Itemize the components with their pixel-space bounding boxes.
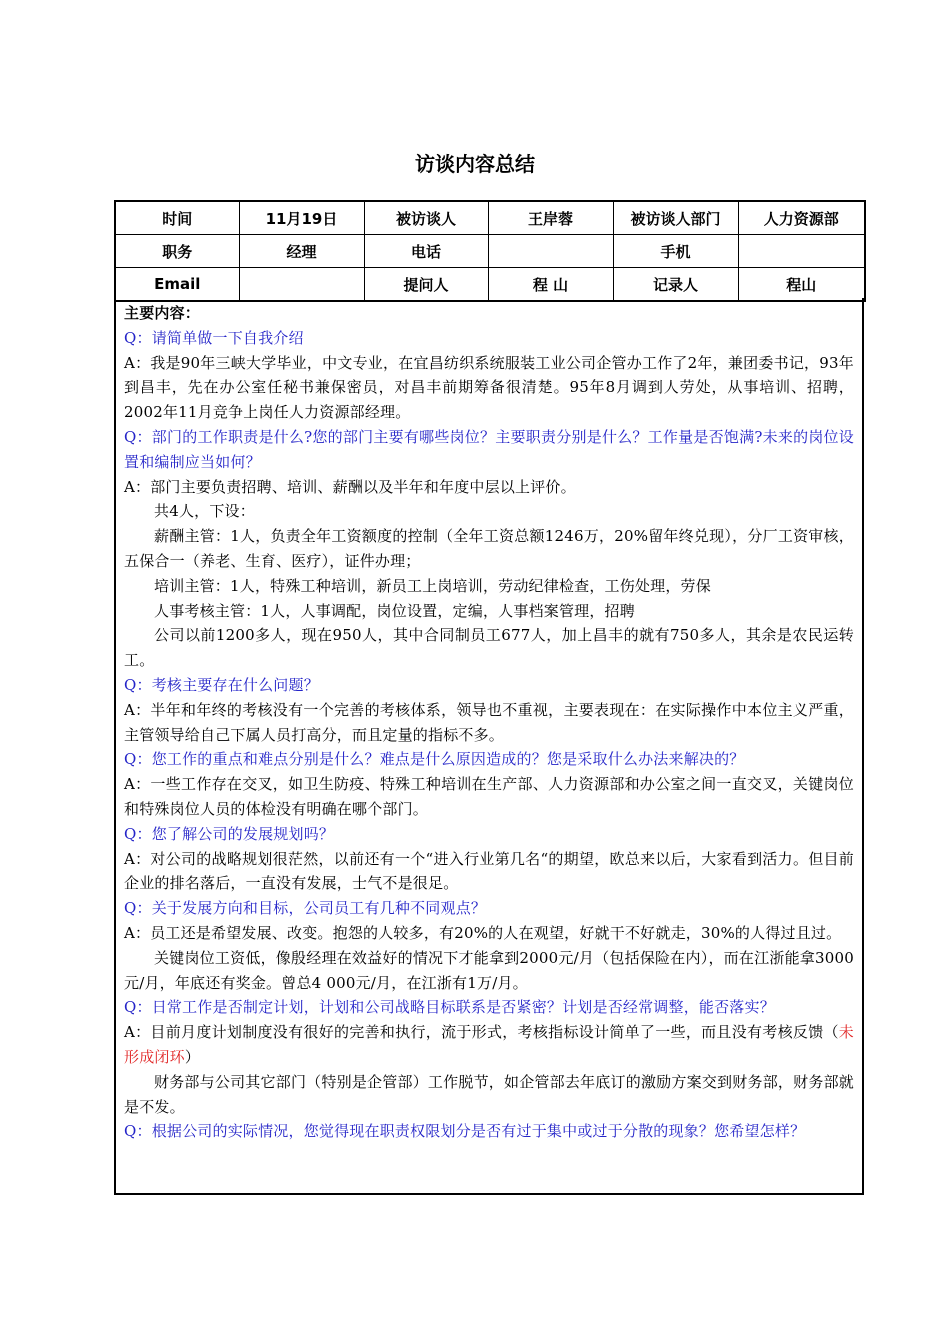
interviewee-value: 王岸蓉 — [488, 201, 613, 235]
question: Q：您工作的重点和难点分别是什么？难点是什么原因造成的？您是采取什么办法来解决的？ — [124, 750, 745, 769]
info-table — [114, 200, 866, 302]
content-heading: 主要内容： — [124, 304, 201, 322]
department-value: 人力资源部 — [738, 201, 865, 235]
paragraph: 关键岗位工资低，像殷经理在效益好的情况下才能拿到2000元/月（包括保险在内），而在江浙能拿3000元/月，年底还有奖金。曾总4 000元/月，在江浙有1万/月。 — [124, 948, 854, 992]
position-label: 职务 — [115, 235, 239, 268]
question: Q：考核主要存在什么问题？ — [124, 675, 319, 694]
question: Q：日常工作是否制定计划，计划和公司战略目标联系是否紧密？计划是否经常调整，能否落实？ — [124, 998, 775, 1017]
paragraph: 培训主管：1人，特殊工种培训，新员工上岗培训，劳动纪律检查，工伤处理，劳保 — [154, 576, 711, 595]
question: Q：请简单做一下自我介绍 — [124, 328, 304, 347]
answer: A：对公司的战略规划很茫然，以前还有一个“进入行业第几名“的期望，欧总来以后，大家看到活力。但目前企业的排名落后，一直没有发展，士气不是很足。 — [124, 849, 854, 893]
highlight-text: 未形成闭环 — [124, 1023, 854, 1066]
email-label: Email — [115, 268, 239, 302]
answer-text: A：目前月度计划制度没有很好的完善和执行，流于形式，考核指标设计简单了一些，而且没有考核反馈（ — [124, 1023, 839, 1042]
main-content — [114, 298, 864, 1195]
answer: A：一些工作存在交叉，如卫生防疫、特殊工种培训在生产部、人力资源部和办公室之间一直交叉，关键岗位和特殊岗位人员的体检没有明确在哪个部门。 — [124, 775, 854, 818]
table-row — [115, 201, 865, 235]
questioner-value: 程 山 — [488, 268, 613, 302]
question: Q：部门的工作职责是什么?您的部门主要有哪些岗位？主要职责分别是什么？工作量是否饱满?未来的岗位设置和编制应当如何？ — [124, 427, 854, 471]
department-label: 被访谈人部门 — [613, 201, 738, 235]
paragraph: 财务部与公司其它部门（特别是企管部）工作脱节，如企管部去年底订的激励方案交到财务部，财务部就是不发。 — [124, 1072, 854, 1116]
answer: A：部门主要负责招聘、培训、薪酬以及半年和年度中层以上评价。 — [124, 477, 576, 496]
interviewee-label: 被访谈人 — [364, 201, 488, 235]
table-row — [115, 235, 865, 268]
table-row — [115, 268, 865, 302]
time-value: 11月19日 — [239, 201, 364, 235]
question: Q：关于发展方向和目标，公司员工有几种不同观点？ — [124, 899, 487, 918]
answer-text-end: ） — [184, 1047, 201, 1066]
phone-value — [488, 235, 613, 268]
question: Q：根据公司的实际情况，您觉得现在职责权限划分是否有过于集中或过于分散的现象？您希望怎样？ — [124, 1122, 806, 1141]
answer: A：我是90年三峡大学毕业，中文专业，在宜昌纺织系统服装工业公司企管办工作了2年，兼团委书记，93年到昌丰，先在办公室任秘书兼保密员，对昌丰前期筹备很清楚。95年8月调到人劳处，从事培训、招聘，2002年11月竞争上岗任人力资源部经理。 — [124, 353, 854, 422]
answer: A：员工还是希望发展、改变。抱怨的人较多，有20%的人在观望，好就干不好就走，30%的人得过且过。 — [124, 923, 842, 942]
questioner-label: 提问人 — [364, 268, 488, 302]
paragraph: 共4人，下设： — [154, 502, 255, 521]
phone-label: 电话 — [364, 235, 488, 268]
answer — [124, 1020, 854, 1070]
recorder-value: 程山 — [738, 268, 865, 302]
email-value — [239, 268, 364, 302]
paragraph: 薪酬主管：1人，负责全年工资额度的控制（全年工资总额1246万，20%留年终兑现），分厂工资审核，五保合一（养老、生育、医疗），证件办理； — [124, 527, 854, 570]
paragraph: 公司以前1200多人，现在950人，其中合同制员工677人，加上昌丰的就有750多人，其余是农民运转工。 — [124, 626, 854, 670]
paragraph: 人事考核主管：1人，人事调配，岗位设置，定编，人事档案管理，招聘 — [154, 601, 635, 620]
time-label: 时间 — [115, 201, 239, 235]
position-value: 经理 — [239, 235, 364, 268]
recorder-label: 记录人 — [613, 268, 738, 302]
page-title: 访谈内容总结 — [415, 152, 535, 176]
question: Q：您了解公司的发展规划吗？ — [124, 824, 335, 843]
mobile-label: 手机 — [613, 235, 738, 268]
answer: A：半年和年终的考核没有一个完善的考核体系，领导也不重视，主要表现在：在实际操作中本位主义严重，主管领导给自己下属人员打高分，而且定量的指标不多。 — [124, 700, 854, 744]
mobile-value — [738, 235, 865, 268]
